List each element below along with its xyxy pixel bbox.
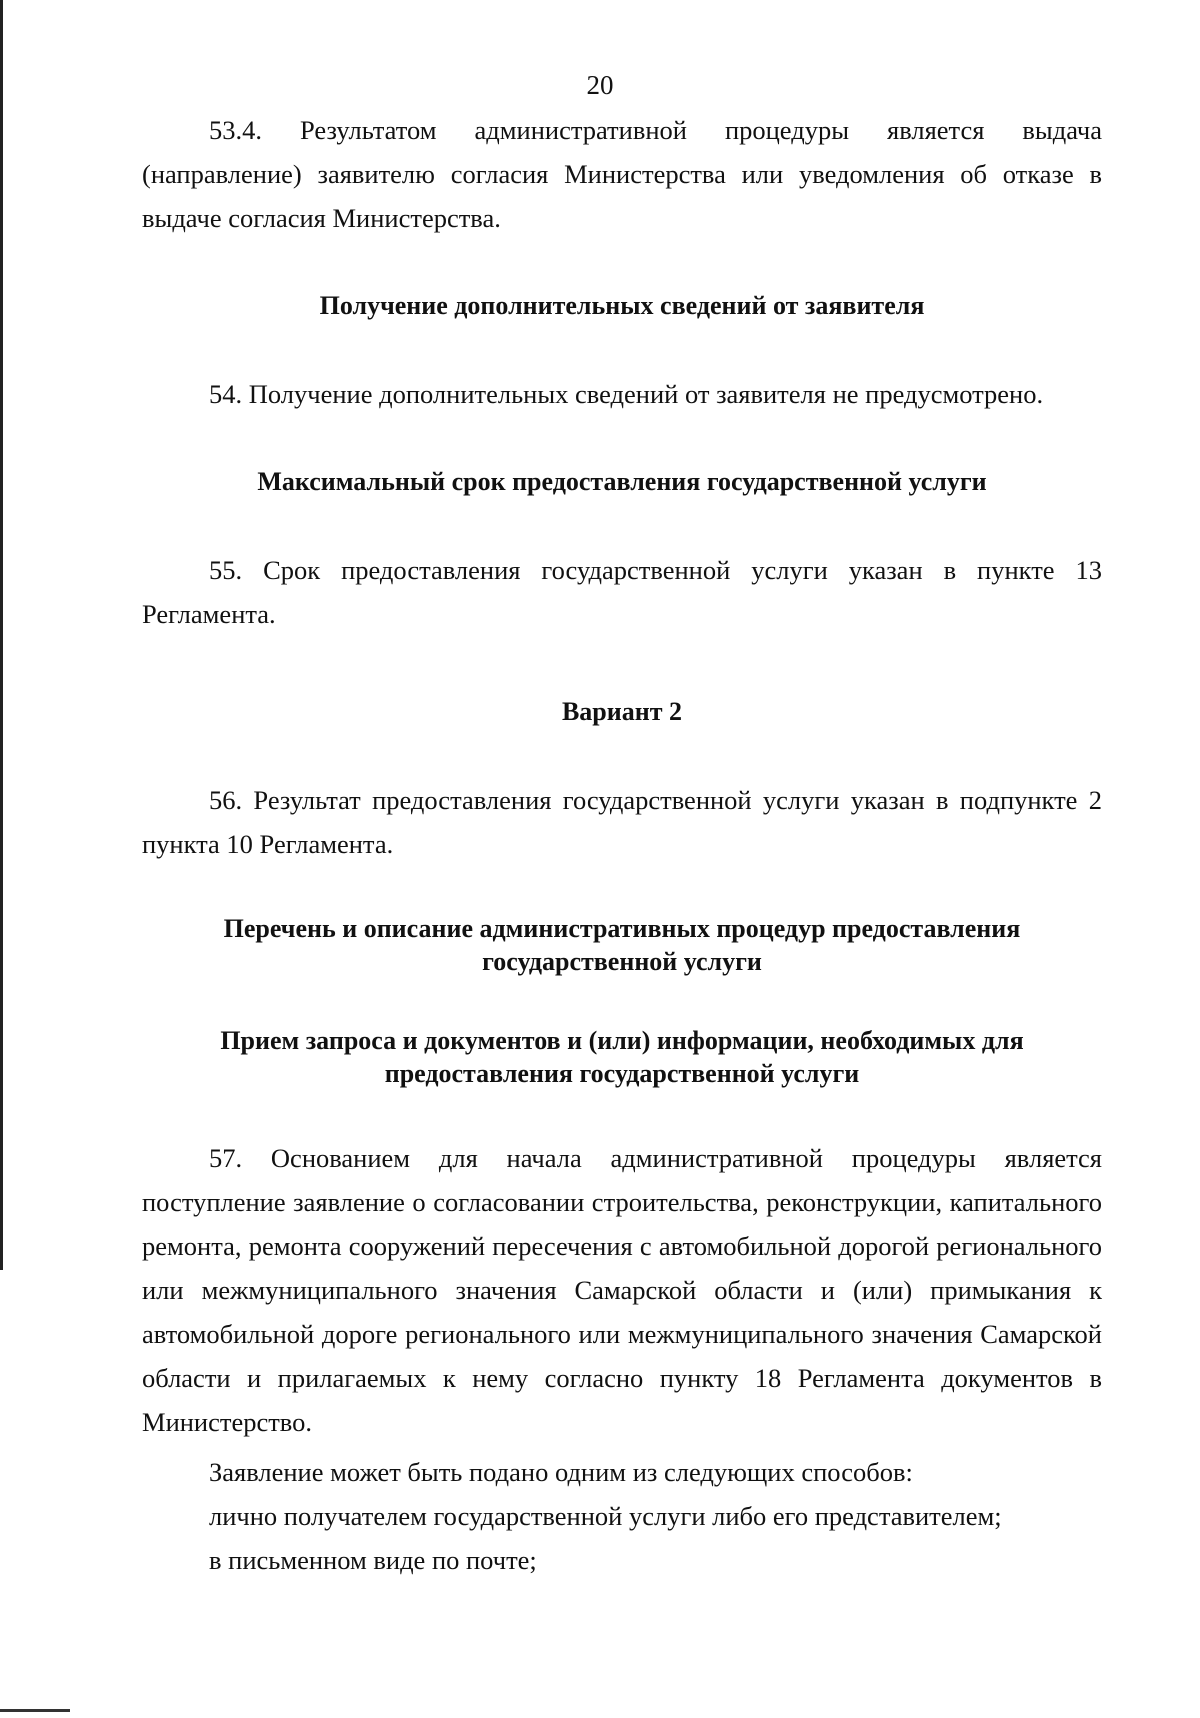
page-number: 20 <box>586 70 614 100</box>
heading-procedures-line-1: Перечень и описание административных процедур предоставления <box>223 914 1021 943</box>
paragraph-in-person: лично получателем государственной услуги либо его представителем; <box>209 1501 1002 1531</box>
heading-intake-line-1: Прием запроса и документов и (или) информации, необходимых для <box>220 1026 1024 1055</box>
heading-max-term: Максимальный срок предоставления государственной услуги <box>257 467 987 496</box>
paragraph-submission-methods: Заявление может быть подано одним из следующих способов: <box>209 1457 913 1487</box>
paragraph-54: 54. Получение дополнительных сведений от заявителя не предусмотрено. <box>209 379 1044 409</box>
scan-corner-mark <box>0 1709 70 1712</box>
heading-procedures-line-2: государственной услуги <box>482 947 762 976</box>
paragraph-55: 55. Срок предоставления государственной услуги указан в пункте 13 Регламента. <box>142 555 1102 629</box>
paragraph-by-mail: в письменном виде по почте; <box>209 1545 537 1575</box>
paragraph-57: 57. Основанием для начала административной процедуры является поступление заявление о согласовании строительства, реконструкции, капитального ремонта, ремонта сооружений пересечения с автомобильной дорогой регионального или межмуниципального значения Самарской области и (или) примыкания к автомобильной дороге регионального или межмуниципального значения Самарской области и прилагаемых к нему согласно пункту 18 Регламента документов в Министерство. <box>142 1143 1102 1437</box>
heading-additional-info: Получение дополнительных сведений от заявителя <box>319 291 925 320</box>
scan-edge-shadow <box>0 0 3 1270</box>
document-body <box>142 108 1102 1582</box>
heading-variant-2: Вариант 2 <box>561 697 683 726</box>
heading-intake-line-2: предоставления государственной услуги <box>384 1059 860 1088</box>
paragraph-53-4: 53.4. Результатом административной процедуры является выдача (направление) заявителю согласия Министерства или уведомления об отказе в выдаче согласия Министерства. <box>142 115 1102 233</box>
paragraph-56: 56. Результат предоставления государственной услуги указан в подпункте 2 пункта 10 Регламента. <box>142 785 1102 859</box>
